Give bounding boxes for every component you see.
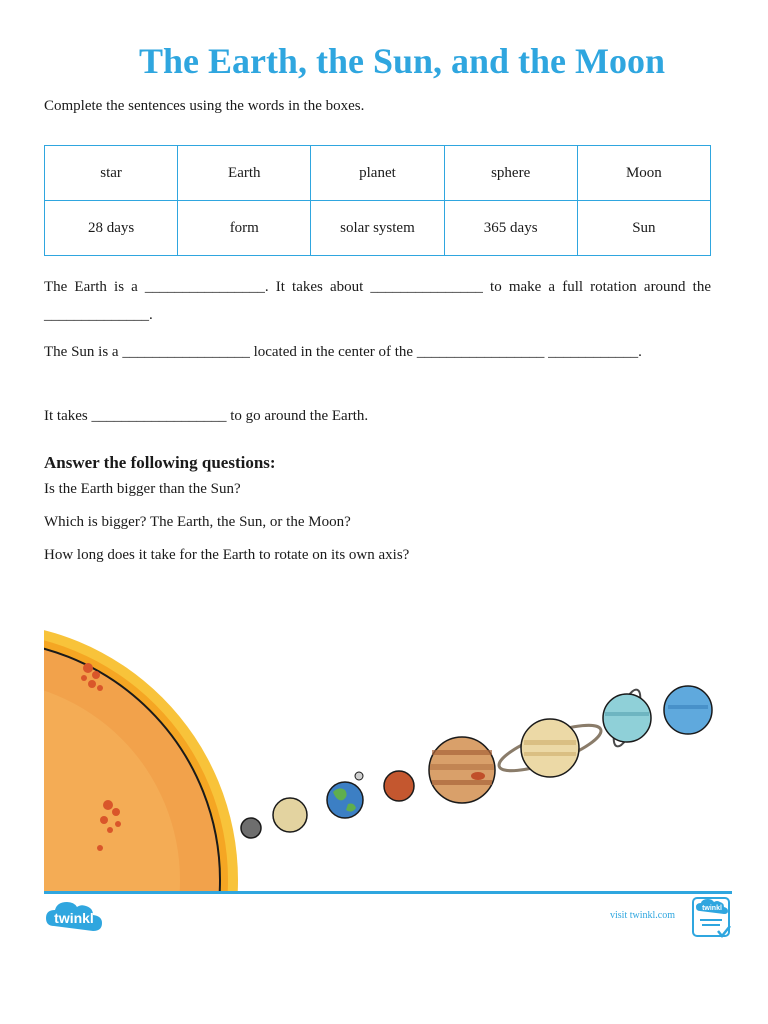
questions-heading: Answer the following questions: bbox=[44, 453, 276, 472]
word-cell: 28 days bbox=[45, 201, 178, 256]
word-box-row bbox=[45, 201, 711, 256]
word-cell: Moon bbox=[577, 146, 710, 201]
question-1: Is the Earth bigger than the Sun? bbox=[44, 481, 241, 497]
question-2: Which is bigger? The Earth, the Sun, or the Moon? bbox=[44, 514, 351, 530]
mars-icon bbox=[384, 771, 414, 801]
footer-rule bbox=[44, 891, 732, 894]
fill-in-sentence-3: It takes __________________ to go around the Earth. bbox=[44, 408, 369, 424]
word-box-table bbox=[44, 145, 711, 256]
neptune-icon bbox=[664, 686, 712, 734]
mercury-icon bbox=[241, 818, 261, 838]
badge-text: twinkl bbox=[702, 905, 722, 912]
quality-badge-icon bbox=[692, 897, 732, 941]
venus-icon bbox=[273, 798, 307, 832]
logo-text: twinkl bbox=[54, 910, 94, 926]
fill-in-sentence-2: The Sun is a _________________ located in the center of the _________________ ____________. bbox=[44, 344, 642, 360]
visit-link[interactable]: visit twinkl.com bbox=[610, 910, 675, 921]
word-cell: form bbox=[178, 201, 311, 256]
uranus-icon bbox=[603, 694, 651, 742]
word-cell: Sun bbox=[577, 201, 710, 256]
page-title: The Earth, the Sun, and the Moon bbox=[138, 41, 666, 81]
word-cell: Earth bbox=[178, 146, 311, 201]
word-cell: star bbox=[45, 146, 178, 201]
earth-icon bbox=[327, 782, 363, 818]
word-cell: planet bbox=[311, 146, 444, 201]
instructions: Complete the sentences using the words in the boxes. bbox=[44, 98, 365, 114]
question-3: How long does it take for the Earth to rotate on its own axis? bbox=[44, 547, 410, 563]
solar-system-illustration bbox=[0, 580, 768, 892]
saturn-icon bbox=[521, 719, 579, 777]
word-box-row bbox=[45, 146, 711, 201]
twinkl-logo-icon bbox=[44, 898, 106, 938]
word-cell: 365 days bbox=[444, 201, 577, 256]
word-cell: sphere bbox=[444, 146, 577, 201]
fill-in-sentence-1: The Earth is a ________________. It takes about _______________ to make a full rotation around the ______________. bbox=[44, 279, 711, 323]
word-cell: solar system bbox=[311, 201, 444, 256]
moon-icon bbox=[355, 772, 363, 780]
